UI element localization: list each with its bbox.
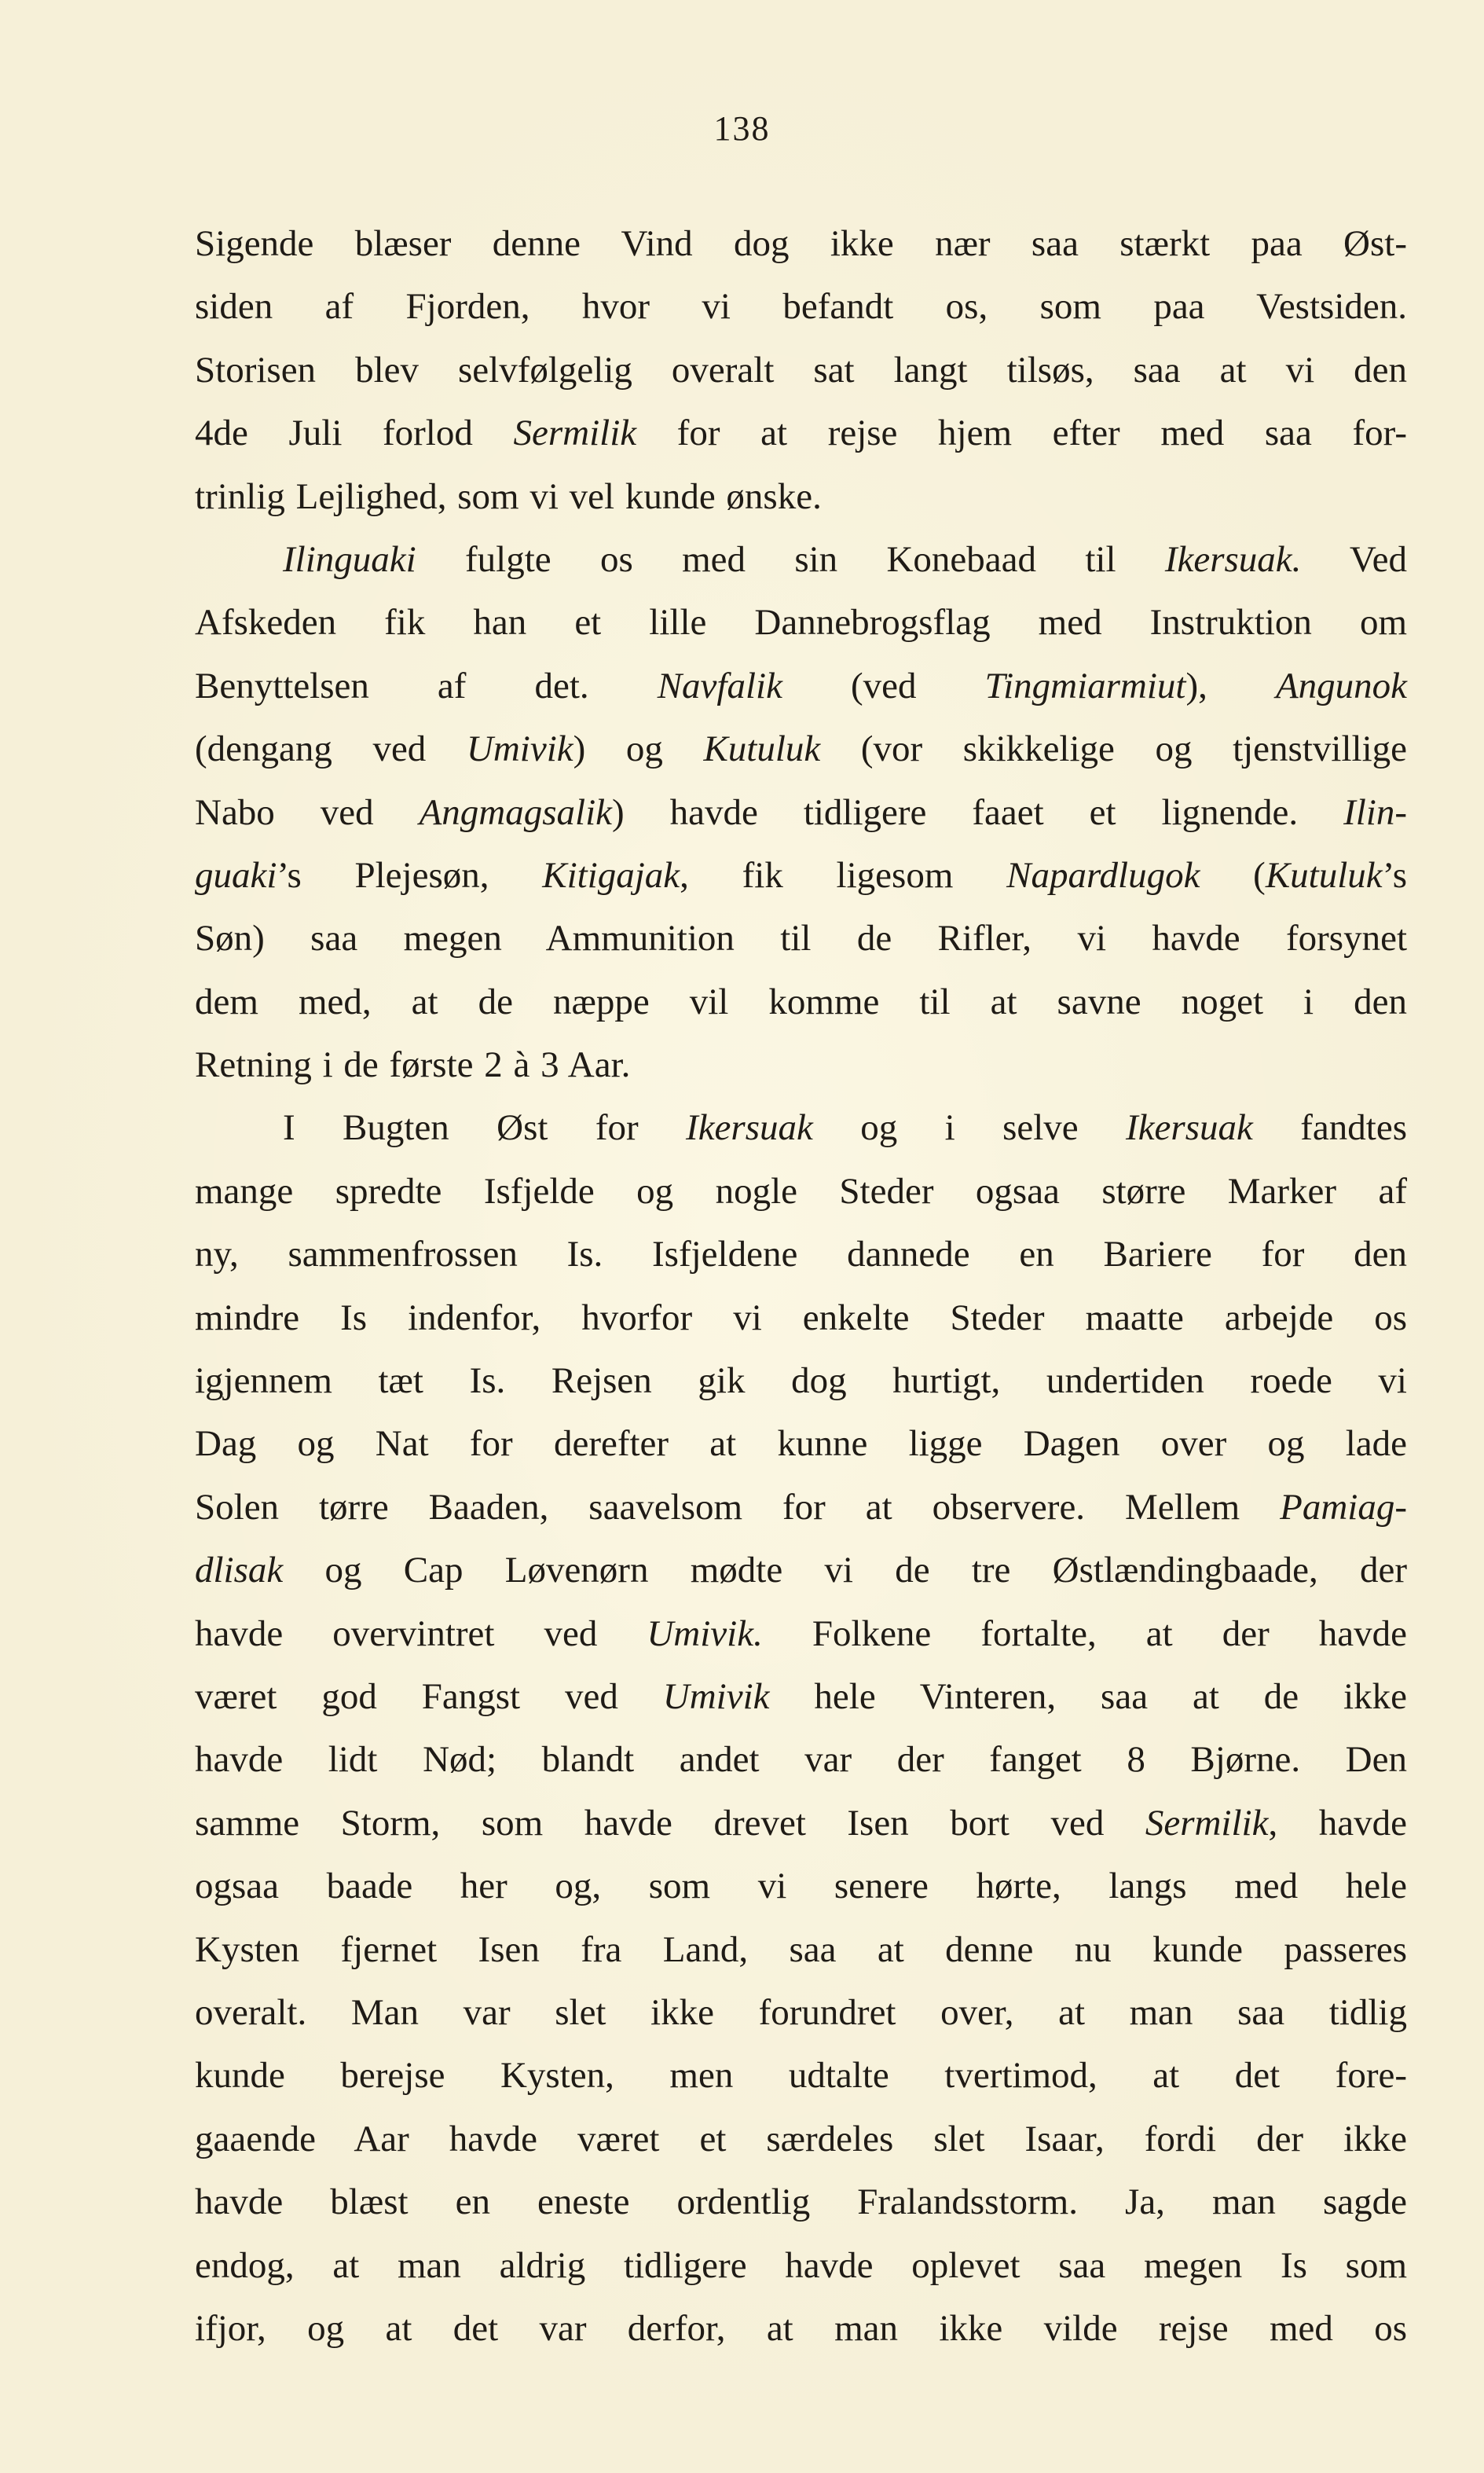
text-segment: igjennem tæt Is. Rejsen gik dog hurtigt, undertiden roede vi	[195, 1360, 1407, 1402]
text-segment: samme Storm, som havde drevet Isen bort ved	[195, 1802, 1145, 1844]
italic-name: Navfalik	[657, 665, 782, 706]
text-segment: , havde	[1268, 1802, 1407, 1844]
page-number: 138	[713, 109, 771, 148]
text-segment: og i selve	[812, 1107, 1127, 1149]
text-segment: ) havde tidligere faaet et lignende.	[612, 791, 1344, 833]
italic-name: Ikersuak.	[1164, 538, 1302, 580]
text-segment: Sigende blæser denne Vind dog ikke nær saa stærkt paa Øst-	[195, 223, 1407, 264]
text-segment: mindre Is indenfor, hvorfor vi enkelte Steder maatte arbejde os	[195, 1297, 1407, 1338]
text-line	[195, 212, 1407, 275]
text-segment: ) og	[573, 728, 704, 770]
italic-name: Sermilik	[513, 413, 637, 454]
text-segment: ’s Plejesøn,	[277, 854, 543, 896]
text-segment: I Bugten Øst for	[283, 1107, 687, 1149]
text-line	[195, 1602, 1407, 1665]
italic-name: Ilinguaki	[283, 538, 416, 580]
italic-name: Napardlugok	[1006, 854, 1200, 896]
text-segment: kunde berejse Kysten, men udtalte tvertimod, at det fore-	[195, 2055, 1407, 2097]
italic-name: Ilin-	[1343, 791, 1407, 833]
text-line	[195, 1160, 1407, 1223]
text-line	[195, 402, 1407, 464]
text-line	[195, 339, 1407, 402]
text-segment: hele Vinteren, saa at de ikke	[769, 1675, 1407, 1717]
text-segment: (vor skikkelige og tjenstvillige	[820, 728, 1407, 770]
text-line	[195, 970, 1407, 1033]
text-line	[195, 1033, 1407, 1096]
text-segment: fandtes	[1252, 1107, 1407, 1149]
text-line	[195, 1665, 1407, 1728]
text-segment: siden af Fjorden, hvor vi befandt os, som paa Vestsiden.	[195, 286, 1407, 328]
text-segment: for at rejse hjem efter med saa for-	[636, 413, 1407, 454]
text-segment: været god Fangst ved	[195, 1675, 663, 1717]
text-line	[195, 528, 1407, 591]
italic-name: Kutuluk	[703, 728, 821, 770]
italic-name: guaki	[195, 854, 277, 896]
text-segment: Kysten fjernet Isen fra Land, saa at denne nu kunde passeres	[195, 1928, 1407, 1970]
text-segment: trinlig Lejlighed, som vi vel kunde ønske.	[195, 475, 822, 517]
text-segment: ifjor, og at det var derfor, at man ikke vilde rejse med os	[195, 2307, 1407, 2349]
italic-name: Sermilik	[1145, 1802, 1269, 1844]
italic-name: Kitigajak	[542, 854, 680, 896]
text-segment: fulgte os med sin Konebaad til	[416, 538, 1165, 580]
italic-name: Pamiag-	[1280, 1486, 1407, 1528]
text-segment: , fik ligesom	[680, 854, 1007, 896]
text-line	[195, 1412, 1407, 1475]
text-line	[195, 275, 1407, 338]
text-segment: (	[1200, 854, 1266, 896]
text-line	[195, 1223, 1407, 1286]
text-segment: ogsaa baade her og, som vi senere hørte, langs med hele	[195, 1866, 1407, 1907]
text-segment: Nabo ved	[195, 791, 420, 833]
italic-name: Kutuluk	[1265, 854, 1383, 896]
text-line	[195, 1286, 1407, 1349]
text-segment: dem med, at de næppe vil komme til at savne noget i den	[195, 981, 1407, 1022]
text-segment: 4de Juli forlod	[195, 413, 514, 454]
italic-name: Angmagsalik	[419, 791, 613, 833]
text-line	[195, 2170, 1407, 2233]
text-segment: havde overvintret ved	[195, 1613, 647, 1654]
text-segment: endog, at man aldrig tidligere havde oplevet saa megen Is som	[195, 2244, 1407, 2286]
text-line	[195, 717, 1407, 780]
text-segment: ),	[1185, 665, 1276, 706]
text-segment: ’s	[1382, 854, 1407, 896]
text-line	[195, 2234, 1407, 2297]
italic-name: dlisak	[195, 1550, 284, 1591]
text-segment: Benyttelsen af det.	[195, 665, 658, 706]
text-segment: Ved	[1301, 538, 1407, 580]
text-line	[195, 591, 1407, 654]
text-line	[195, 907, 1407, 970]
text-line	[195, 1918, 1407, 1981]
text-segment: havde lidt Nød; blandt andet var der fanget 8 Bjørne. Den	[195, 1739, 1407, 1781]
italic-name: Ikersuak	[1126, 1107, 1253, 1149]
text-line	[195, 1349, 1407, 1412]
text-line	[195, 1981, 1407, 2044]
italic-name: Umivik.	[647, 1613, 763, 1654]
italic-name: Tingmiarmiut	[984, 665, 1186, 706]
text-line	[195, 1855, 1407, 1917]
text-line	[195, 655, 1407, 717]
text-segment: Retning i de første 2 à 3 Aar.	[195, 1044, 631, 1086]
text-segment: mange spredte Isfjelde og nogle Steder ogsaa større Marker af	[195, 1170, 1407, 1212]
text-line	[195, 1096, 1407, 1159]
text-segment: Storisen blev selvfølgelig overalt sat langt tilsøs, saa at vi den	[195, 349, 1407, 391]
italic-name: Umivik	[662, 1675, 770, 1717]
text-line	[195, 2044, 1407, 2107]
italic-name: Umivik	[466, 728, 573, 770]
italic-name: Angunok	[1275, 665, 1408, 706]
text-segment: gaaende Aar havde været et særdeles slet Isaar, fordi der ikke	[195, 2118, 1407, 2159]
text-segment: Folkene fortalte, at der havde	[762, 1613, 1407, 1654]
text-line	[195, 2297, 1407, 2360]
text-segment: Dag og Nat for derefter at kunne ligge Dagen over og lade	[195, 1423, 1407, 1465]
text-line	[195, 465, 1407, 528]
text-line	[195, 2108, 1407, 2170]
text-segment: Søn) saa megen Ammunition til de Rifler, vi havde forsynet	[195, 918, 1407, 959]
text-line	[195, 1476, 1407, 1539]
text-line	[195, 1728, 1407, 1791]
text-line	[195, 781, 1407, 844]
text-segment: overalt. Man var slet ikke forundret over, at man saa tidlig	[195, 1991, 1407, 2033]
text-line	[195, 1792, 1407, 1855]
text-segment: (ved	[782, 665, 985, 706]
text-segment: Afskeden fik han et lille Dannebrogsflag med Instruktion om	[195, 602, 1407, 644]
italic-name: Ikersuak	[686, 1107, 813, 1149]
text-segment: og Cap Løvenørn mødte vi de tre Østlændingbaade, der	[283, 1550, 1407, 1591]
text-line	[195, 844, 1407, 907]
body-text	[195, 212, 1407, 2360]
text-segment: ny, sammenfrossen Is. Isfjeldene dannede en Bariere for den	[195, 1234, 1407, 1275]
text-segment: (dengang ved	[195, 728, 467, 770]
text-line	[195, 1539, 1407, 1602]
text-segment: Solen tørre Baaden, saavelsom for at observere. Mellem	[195, 1486, 1281, 1528]
text-segment: havde blæst en eneste ordentlig Fralandsstorm. Ja, man sagde	[195, 2181, 1407, 2223]
